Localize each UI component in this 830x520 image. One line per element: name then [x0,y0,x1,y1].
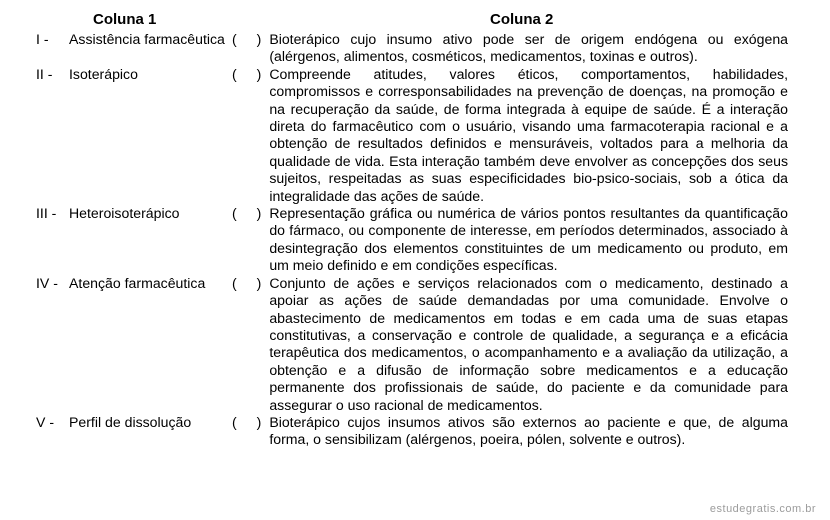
column-2-description: Compreende atitudes, valores éticos, comportamentos, habilidades, compromissos e corresponsabilidades na prevenção de doenças, na promoção e na recuperação da saúde, de forma integrada à equipe de saúde. É a interação direta do farmacêutico com o usuário, visando uma farmacoterapia racional e a obtenção de resultados definidos e mensuráveis, voltados para a melhoria da qualidade de vida. Esta interação também deve envolver as concepções dos seus sujeitos, respeitadas as suas especificidades bio-psico-sociais, sob a ótica da integralidade das ações de saúde. [269,65,788,204]
answer-parentheses[interactable]: ( ) [232,205,270,222]
watermark: estudegratis.com.br [709,503,816,515]
answer-parentheses[interactable]: ( ) [232,31,270,47]
answer-parentheses[interactable]: ( ) [232,413,270,430]
table-row [36,275,788,414]
column-1-header: Coluna 1 [93,11,157,28]
column-2-description: Conjunto de ações e serviços relacionados com o medicamento, destinado a apoiar as ações de saúde demandadas por uma comunidade. Envolve o abastecimento de medicamentos em todas e em cada uma de suas etapas constitutivas, a conservação e controle de qualidade, a segurança e a eficácia terapêutica dos medicamentos, o acompanhamento e a avaliação da utilização, a obtenção e a difusão de informação sobre medicamentos e a educação permanente dos profissionais de saúde, do paciente e da comunidade para assegurar o uso racional de medicamentos. [269,274,788,413]
answer-parentheses[interactable]: ( ) [232,65,270,82]
answer-parentheses[interactable]: ( ) [232,274,270,291]
matching-table [36,31,788,449]
column-1-term: Isoterápico [69,65,138,82]
column-2-description: Representação gráfica ou numérica de vários pontos resultantes da quantificação do fármaco, ou componente de interesse, em períodos determinados, associado à desintegração dos elementos constituintes de um medicamento ou produto, em um meio definido e em condições específicas. [269,205,788,274]
table-row [36,31,788,66]
table-row [36,414,788,449]
column-1-term: Perfil de dissolução [69,413,192,430]
table-row [36,66,788,205]
column-2-description: Bioterápico cujo insumo ativo pode ser de origem endógena ou exógena (alérgenos, alimentos, cosméticos, medicamentos, toxinas e outros). [269,31,788,65]
row-number: II - [36,65,53,82]
column-2-description: Bioterápico cujos insumos ativos são externos ao paciente e que, de alguma forma, o sensibilizam (alérgenos, poeira, pólen, solvente e outros). [269,413,788,448]
row-number: IV - [36,274,58,291]
column-2-header: Coluna 2 [490,11,554,28]
column-1-term: Atenção farmacêutica [69,274,206,291]
table-row [36,205,788,275]
column-1-term: Assistência farmacêutica [69,31,225,47]
column-1-term: Heteroisoterápico [69,205,180,222]
row-number: III - [36,205,57,222]
row-number: V - [36,413,55,430]
row-number: I - [36,31,49,47]
